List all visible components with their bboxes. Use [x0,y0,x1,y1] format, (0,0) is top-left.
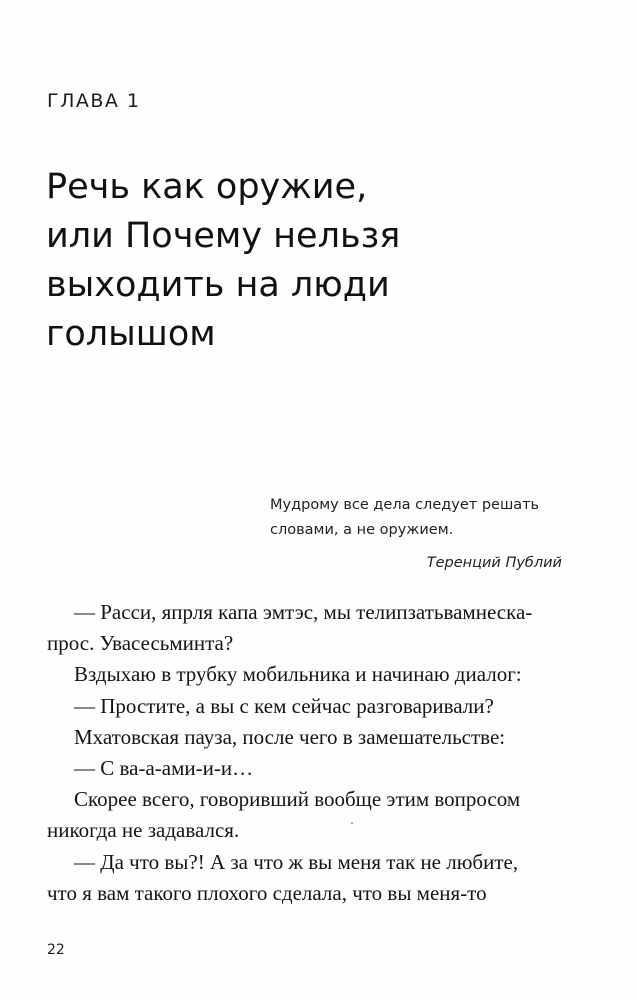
body-line: — Расси, япрля капа эмтэс, мы телипзатьвамнеска- [74,600,533,624]
body-line: — Да что вы?! А за что ж вы меня так не любите, [74,849,519,874]
chapter-title-line: выходить на люди [46,265,390,305]
epigraph-line: Мудрому все дела следует решать [270,497,540,513]
chapter-title-line: голышом [46,314,216,354]
epigraph-author: Теренций Публий [426,555,562,571]
body-line: прос. Увасесьминта? [47,631,234,656]
chapter-title [46,163,566,359]
body-line: что я вам такого плохого сделала, что вы меня-то [47,880,487,905]
page-number: 22 [47,942,65,958]
body-text [47,597,577,909]
body-line: Скорее всего, говоривший вообще этим вопросом [74,787,521,812]
chapter-title-line: или Почему нельзя [46,216,401,256]
print-speck [351,822,353,824]
body-line: никогда не задавался. [47,818,240,843]
body-line: Мхатовская пауза, после чего в замешательстве: [74,724,506,749]
chapter-label: ГЛАВА 1 [47,90,141,112]
epigraph [270,493,570,571]
epigraph-quote [270,493,570,543]
body-line: — С ва-а-ами-и-и… [74,756,254,781]
body-line: — Простите, а вы с кем сейчас разговаривали? [74,693,494,718]
chapter-title-line: Речь как оружие, [46,167,368,207]
body-line: Вздыхаю в трубку мобильника и начинаю диалог: [74,662,522,687]
epigraph-line: словами, а не оружием. [270,522,454,538]
